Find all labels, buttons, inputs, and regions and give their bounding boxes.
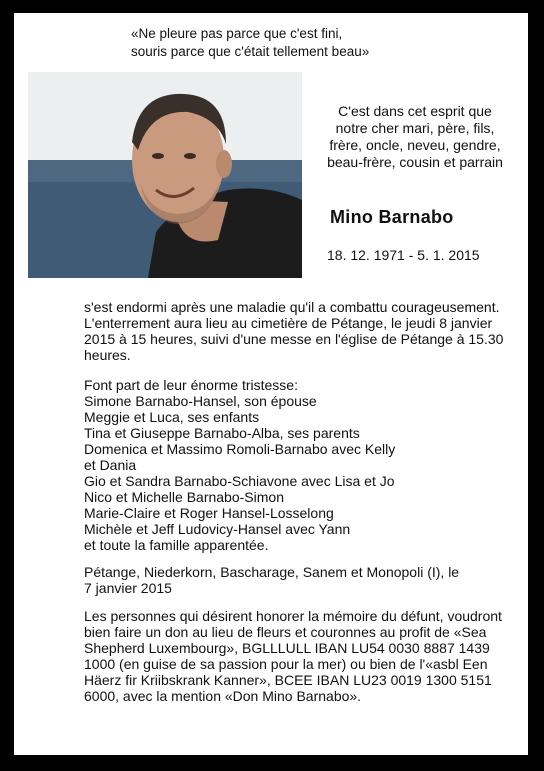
quote <box>131 25 369 61</box>
intro-line: C'est dans cet esprit que <box>338 103 492 119</box>
portrait-illustration <box>28 72 302 278</box>
donation-paragraph <box>84 608 514 704</box>
intro-line: frère, oncle, neveu, gendre, <box>329 137 501 153</box>
text-line: L'enterrement aura lieu au cimetière de Pétange, le jeudi 8 janvier <box>84 315 493 331</box>
text-line: heures. <box>84 347 131 363</box>
intro-line: notre cher mari, père, fils, <box>335 120 495 136</box>
text-line: 7 janvier 2015 <box>84 580 172 596</box>
family-line: Nico et Michelle Barnabo-Simon <box>84 489 284 505</box>
deceased-name: Mino Barnabo <box>330 207 454 227</box>
quote-line: souris parce que c'était tellement beau» <box>131 44 370 59</box>
text-line: 2015 à 15 heures, suivi d'une messe en l'église de Pétange à 15.30 <box>84 331 504 347</box>
place-date <box>84 564 514 596</box>
family-line: Gio et Sandra Barnabo-Schiavone avec Lisa et Jo <box>84 473 395 489</box>
family-line: et toute la famille apparentée. <box>84 537 269 553</box>
family-line: Tina et Giuseppe Barnabo-Alba, ses parents <box>84 425 360 441</box>
text-line: s'est endormi après une maladie qu'il a combattu courageusement. <box>84 299 500 315</box>
portrait-photo <box>28 72 302 278</box>
text-line: bien faire un don au lieu de fleurs et couronnes au profit de «Sea <box>84 624 487 640</box>
text-line: Pétange, Niederkorn, Bascharage, Sanem et Monopoli (I), le <box>84 564 460 580</box>
family-list <box>84 377 514 553</box>
family-line: Domenica et Massimo Romoli-Barnabo avec Kelly <box>84 441 396 457</box>
family-line: Marie-Claire et Roger Hansel-Losselong <box>84 505 334 521</box>
text-line: Les personnes qui désirent honorer la mémoire du défunt, voudront <box>84 608 502 624</box>
intro-text <box>315 103 515 171</box>
family-line: Michèle et Jeff Ludovicy-Hansel avec Yann <box>84 521 351 537</box>
life-dates: 18. 12. 1971 - 5. 1. 2015 <box>327 247 480 263</box>
family-line: Simone Barnabo-Hansel, son épouse <box>84 393 317 409</box>
family-line: Font part de leur énorme tristesse: <box>84 377 298 393</box>
announcement-paragraph <box>84 299 514 363</box>
text-line: Shepherd Luxembourg», BGLLLULL IBAN LU54 0030 8887 1439 <box>84 640 490 656</box>
quote-line: «Ne pleure pas parce que c'est fini, <box>131 26 343 41</box>
obituary-card <box>14 13 528 755</box>
intro-line: beau-frère, cousin et parrain <box>327 154 503 170</box>
text-line: Häerz fir Kriibskrank Kanner», BCEE IBAN LU23 0019 1300 5151 <box>84 672 492 688</box>
family-line: Meggie et Luca, ses enfants <box>84 409 260 425</box>
text-line: 1000 (en guise de sa passion pour la mer) ou bien de l'«asbl Een <box>84 656 488 672</box>
family-line: et Dania <box>84 457 137 473</box>
text-line: 6000, avec la mention «Don Mino Barnabo». <box>84 688 362 704</box>
